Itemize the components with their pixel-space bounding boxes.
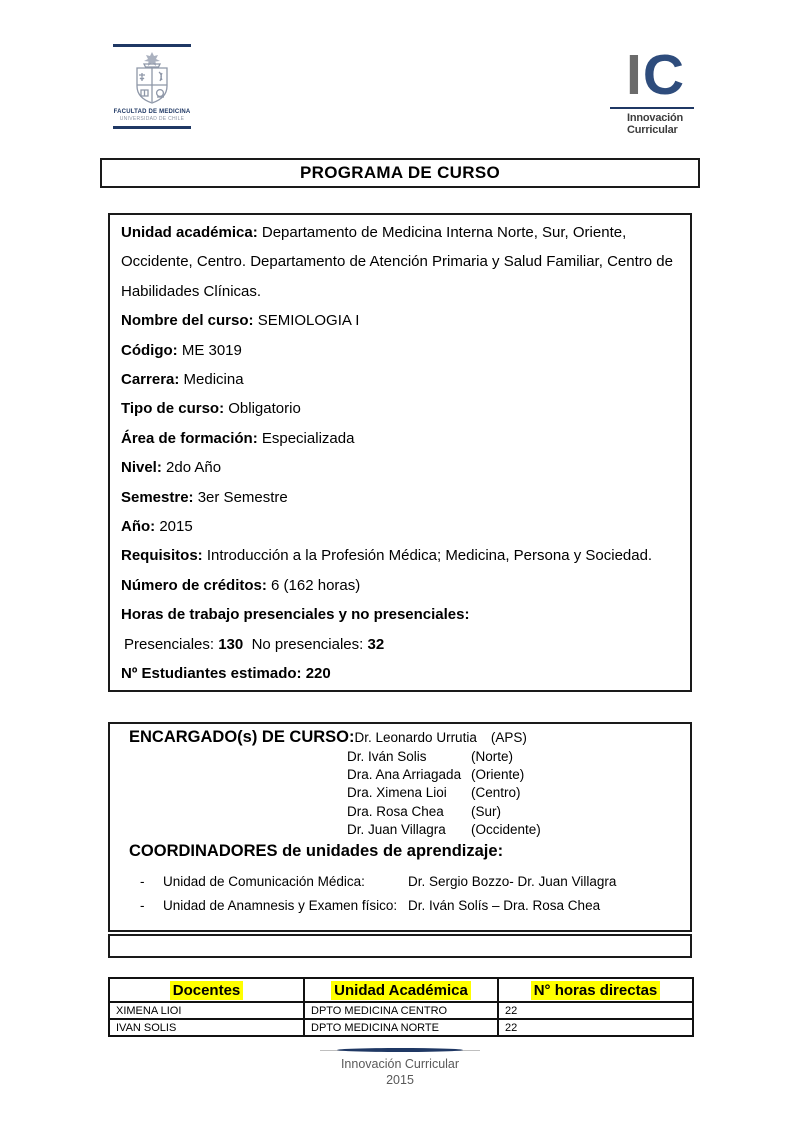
field-label: Carrera: <box>121 371 180 389</box>
logo-top-rule <box>113 44 191 47</box>
encargado-row <box>347 748 690 766</box>
ic-caption-line1: Innovación <box>627 112 684 124</box>
table-row <box>109 1002 693 1019</box>
ic-logo-caption <box>610 112 694 136</box>
header-docentes-text: Docentes <box>170 981 244 1000</box>
coordinador-unit: Unidad de Anamnesis y Examen físico: <box>163 897 398 913</box>
footer <box>0 1056 800 1088</box>
encargado-name: Dra. Ana Arriagada <box>347 767 462 783</box>
field-value: 3er Semestre <box>193 488 288 506</box>
header-horas-text: N° horas directas <box>531 981 661 1000</box>
cell-unidad: DPTO MEDICINA CENTRO <box>304 1002 498 1019</box>
encargado-site: (Centro) <box>471 785 521 801</box>
encargado-site: (Occidente) <box>471 821 541 837</box>
coordinador-names: Dr. Iván Solís – Dra. Rosa Chea <box>408 897 601 913</box>
university-name: UNIVERSIDAD DE CHILE <box>119 116 185 122</box>
ic-letter-c: C <box>642 43 686 107</box>
field-requisitos <box>121 541 678 570</box>
field-horas-detalle <box>121 630 678 659</box>
faculty-name: FACULTAD DE MEDICINA <box>113 109 191 115</box>
field-label: Año: <box>121 518 156 536</box>
encargados-box <box>108 722 692 932</box>
encargado-row <box>347 821 690 839</box>
cell-unidad: DPTO MEDICINA NORTE <box>304 1019 498 1036</box>
page-title-text: PROGRAMA DE CURSO <box>300 163 500 182</box>
field-value: Especializada <box>257 429 355 447</box>
page-title <box>100 158 700 188</box>
coordinador-row <box>110 894 690 918</box>
header-horas-directas <box>498 978 693 1002</box>
dash-bullet: - <box>140 874 145 890</box>
encargado-name: Dra. Rosa Chea <box>347 803 444 819</box>
ic-caption-line2: Curricular <box>627 124 678 136</box>
encargados-heading: ENCARGADO(s) DE CURSO: <box>129 728 355 746</box>
field-label: Código: <box>121 341 178 359</box>
dash-bullet: - <box>140 897 145 913</box>
no-presenciales-label: No presenciales: <box>251 635 364 653</box>
encargado-site: (APS) <box>490 730 527 745</box>
field-value: Introducción a la Profesión Médica; Medicina, Persona y Sociedad. <box>202 547 653 565</box>
field-horas-trabajo <box>121 600 678 629</box>
coordinadores-list <box>110 870 690 917</box>
ic-letter-i: I <box>626 43 643 107</box>
field-semestre <box>121 483 678 512</box>
coordinador-row <box>110 870 690 894</box>
header-unidad-text: Unidad Académica <box>331 981 471 1000</box>
encargado-row <box>347 803 690 821</box>
field-ano <box>121 512 678 541</box>
field-value: Departamento de Medicina Interna Norte, Sur, Oriente, Occidente, Centro. Departamento de Atención Primaria y Salud Familiar, Centro de Habilidades Clínicas. <box>121 224 673 300</box>
field-value: Obligatorio <box>224 400 301 418</box>
encargado-name: Dr. Juan Villagra <box>347 821 446 837</box>
footer-line2: 2015 <box>386 1073 414 1087</box>
field-label: Unidad académica: <box>121 224 258 241</box>
estudiantes-label: Nº Estudiantes estimado: <box>121 665 302 683</box>
faculty-logo <box>113 44 191 129</box>
cell-docente: XIMENA LIOI <box>109 1002 304 1019</box>
coordinador-unit: Unidad de Comunicación Médica: <box>163 874 365 890</box>
field-estudiantes <box>121 659 678 688</box>
cell-docente: IVAN SOLIS <box>109 1019 304 1036</box>
docentes-table <box>108 977 694 1037</box>
cell-horas: 22 <box>498 1002 693 1019</box>
field-label: Número de créditos: <box>121 576 267 594</box>
field-numero-creditos <box>121 571 678 600</box>
course-info-box <box>108 213 692 692</box>
field-carrera <box>121 365 678 394</box>
header-unidad-academica <box>304 978 498 1002</box>
field-nombre-curso <box>121 306 678 335</box>
table-row <box>109 1019 693 1036</box>
field-label: Tipo de curso: <box>121 400 225 418</box>
encargado-site: (Norte) <box>471 749 514 764</box>
encargados-list <box>347 748 690 839</box>
ic-logo <box>610 43 694 136</box>
estudiantes-value: 220 <box>305 665 331 683</box>
field-value: SEMIOLOGIA I <box>253 312 360 330</box>
field-unidad-academica <box>121 218 678 306</box>
footer-lens-rule <box>337 1048 463 1052</box>
logo-bottom-rule <box>113 126 191 129</box>
footer-line1: Innovación Curricular <box>340 1057 460 1071</box>
table-header-row <box>109 978 693 1002</box>
cell-horas: 22 <box>498 1019 693 1036</box>
coordinador-names: Dr. Sergio Bozzo- Dr. Juan Villagra <box>408 874 617 890</box>
encargado-row <box>347 766 690 784</box>
field-value: ME 3019 <box>177 341 242 359</box>
ic-logo-letters <box>610 43 694 107</box>
no-presenciales-value: 32 <box>367 635 385 653</box>
field-value: 2015 <box>155 518 193 536</box>
encargado-site: (Sur) <box>471 803 501 819</box>
presenciales-value: 130 <box>218 635 244 653</box>
coordinadores-heading: COORDINADORES de unidades de aprendizaje: <box>129 842 504 861</box>
field-label: Nivel: <box>121 459 162 477</box>
field-codigo <box>121 336 678 365</box>
university-crest-icon <box>129 51 175 107</box>
field-tipo-curso <box>121 394 678 423</box>
field-label: Nombre del curso: <box>121 312 254 330</box>
encargado-name: Dr. Iván Solis <box>347 749 427 764</box>
empty-row-box <box>108 934 692 958</box>
presenciales-label: Presenciales: <box>124 635 215 653</box>
encargados-heading-line <box>110 727 690 748</box>
encargado-name: Dra. Ximena Lioi <box>347 785 447 801</box>
field-value: 6 (162 horas) <box>266 576 361 594</box>
ic-logo-rule <box>610 107 694 109</box>
field-label: Horas de trabajo presenciales y no presenciales: <box>121 606 470 624</box>
header-docentes <box>109 978 304 1002</box>
field-value: 2do Año <box>161 459 222 477</box>
encargado-row <box>347 784 690 802</box>
field-label: Requisitos: <box>121 547 203 565</box>
encargado-site: (Oriente) <box>471 767 525 783</box>
field-label: Semestre: <box>121 488 194 506</box>
field-value: Medicina <box>179 371 244 389</box>
field-area-formacion <box>121 424 678 453</box>
field-label: Área de formación: <box>121 429 258 447</box>
encargado-name: Dr. Leonardo Urrutia <box>354 730 477 745</box>
field-nivel <box>121 453 678 482</box>
